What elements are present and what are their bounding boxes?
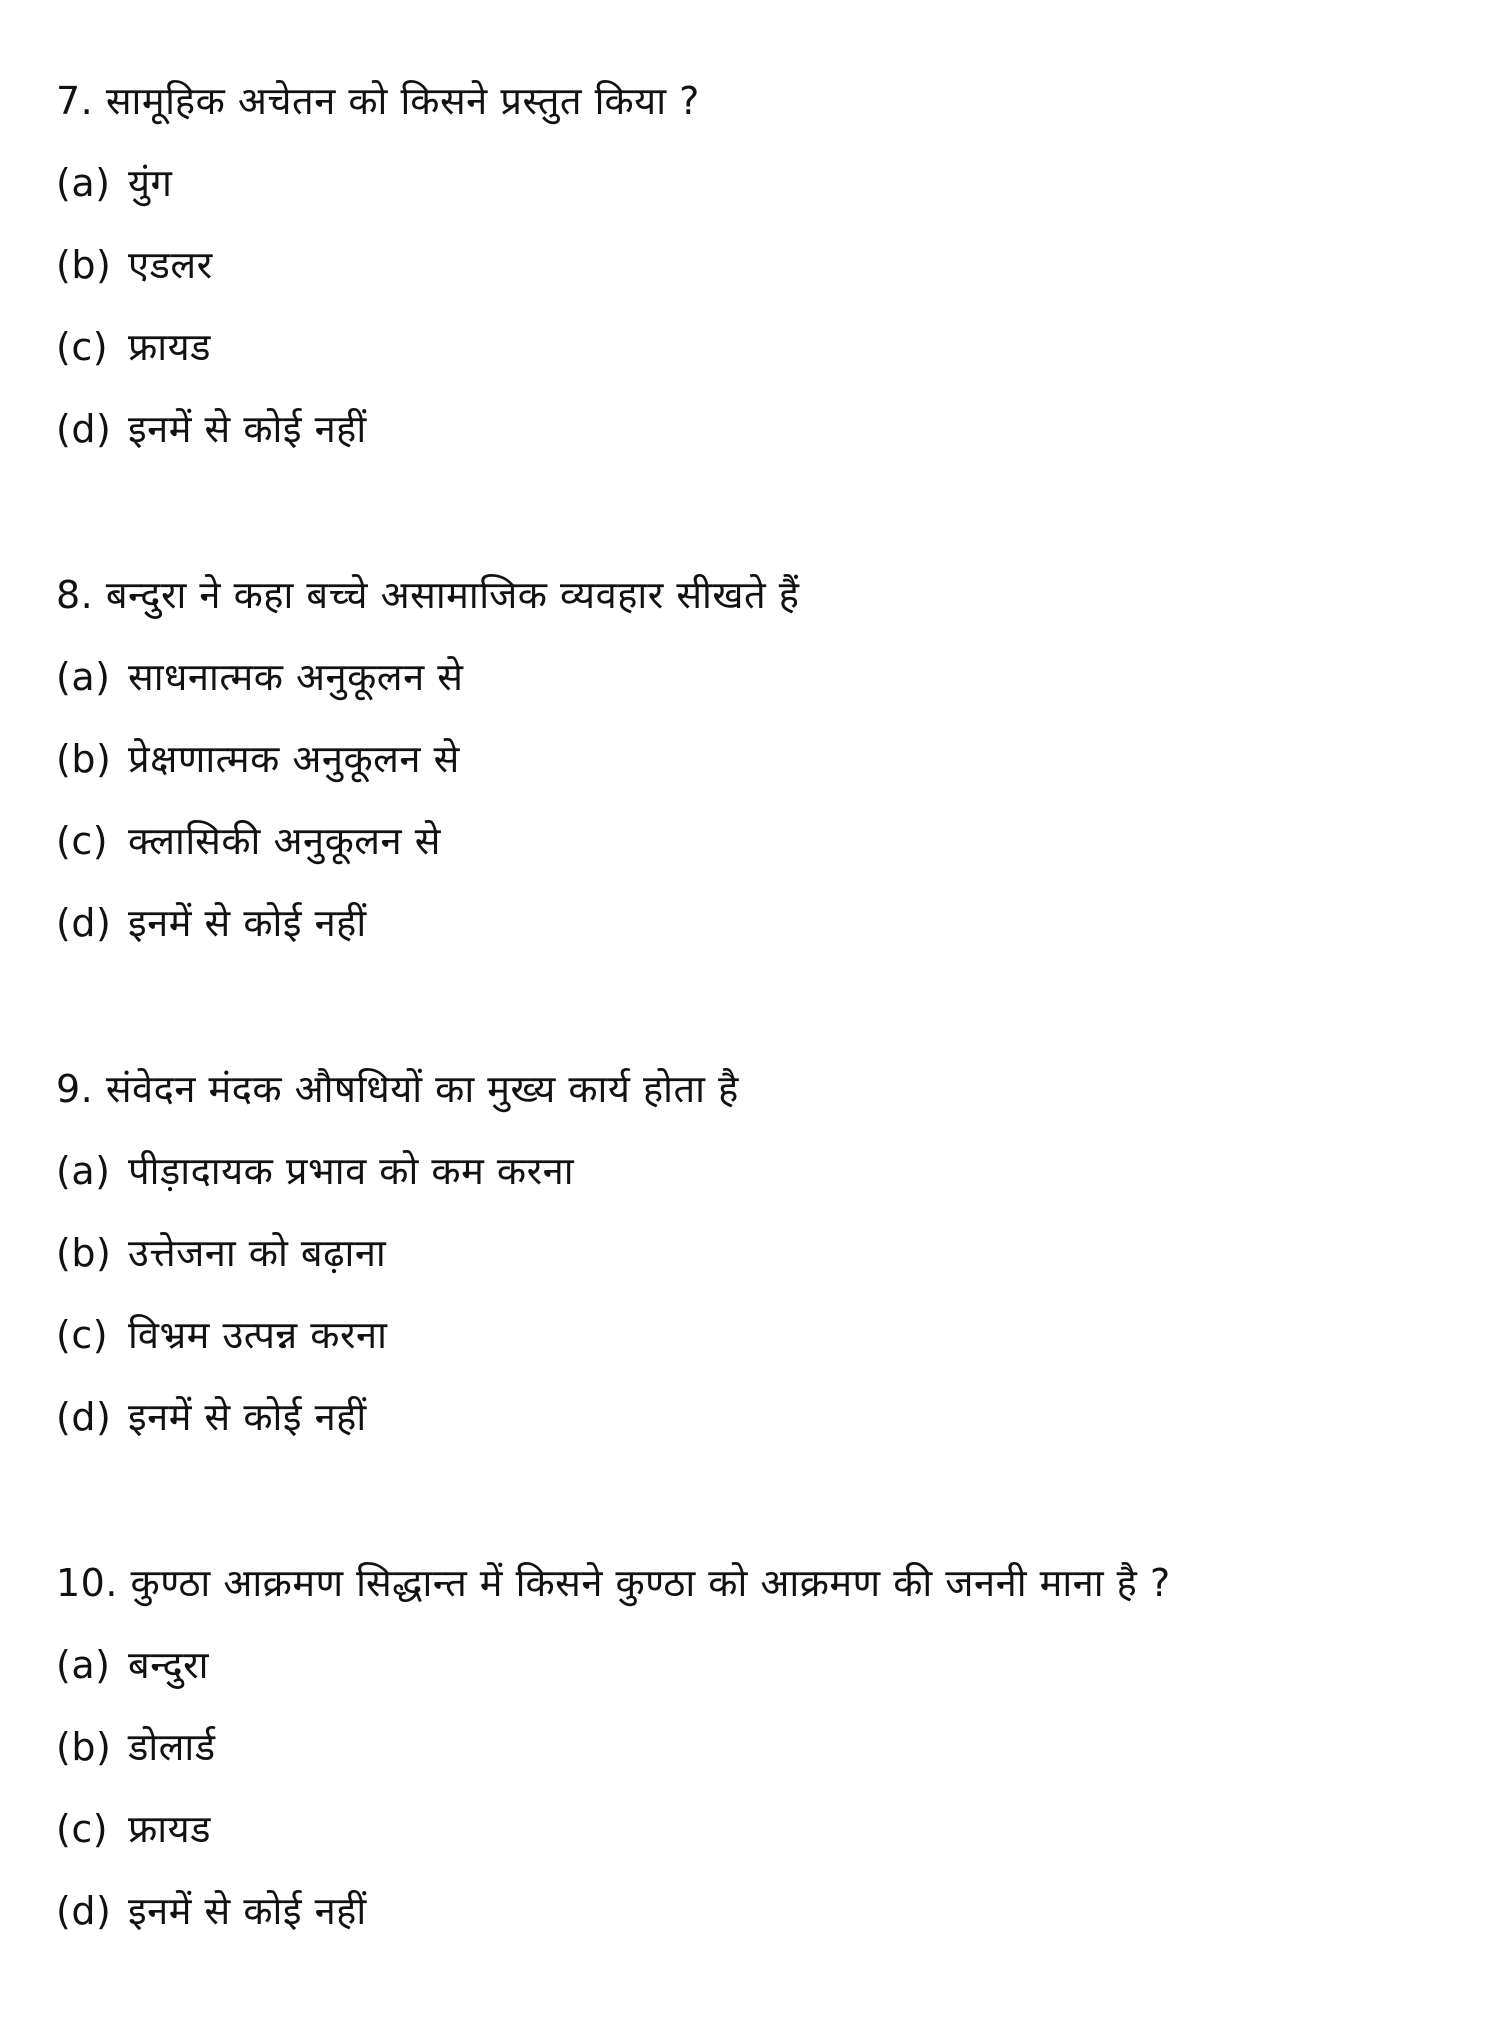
option-c <box>56 324 1456 406</box>
option-text: साधनात्मक अनुकूलन से <box>128 655 464 699</box>
question-8 <box>56 572 1456 982</box>
option-text: इनमें से कोई नहीं <box>128 407 367 451</box>
option-text: उत्तेजना को बढ़ाना <box>128 1231 387 1275</box>
option-text: फ्रायड <box>128 1807 212 1851</box>
question-text: 10. कुण्ठा आक्रमण सिद्धान्त में किसने कुण्ठा को आक्रमण की जननी माना है ? <box>56 1561 1171 1605</box>
option-text: इनमें से कोई नहीं <box>128 1889 367 1933</box>
option-letter: (c) <box>56 819 109 863</box>
option-d <box>56 406 1456 488</box>
question-text: 9. संवेदन मंदक औषधियों का मुख्य कार्य होता है <box>56 1067 739 1111</box>
option-letter: (a) <box>56 1643 111 1687</box>
option-d <box>56 900 1456 982</box>
option-text: फ्रायड <box>128 325 212 369</box>
option-a <box>56 654 1456 736</box>
option-letter: (c) <box>56 1807 109 1851</box>
option-text: क्लासिकी अनुकूलन से <box>128 819 441 863</box>
option-letter: (a) <box>56 1149 111 1193</box>
option-a <box>56 1148 1456 1230</box>
option-letter: (b) <box>56 1231 112 1275</box>
option-letter: (d) <box>56 901 112 945</box>
option-letter: (b) <box>56 737 112 781</box>
option-b <box>56 1724 1456 1806</box>
option-text: इनमें से कोई नहीं <box>128 1395 367 1439</box>
option-c <box>56 1312 1456 1394</box>
option-text: एडलर <box>128 243 213 287</box>
option-text: पीड़ादायक प्रभाव को कम करना <box>128 1149 575 1193</box>
question-9 <box>56 1066 1456 1476</box>
option-letter: (a) <box>56 161 111 205</box>
option-b <box>56 736 1456 818</box>
question-10 <box>56 1560 1456 1970</box>
option-text: बन्दुरा <box>128 1643 210 1687</box>
option-d <box>56 1888 1456 1970</box>
option-text: प्रेक्षणात्मक अनुकूलन से <box>128 737 460 781</box>
option-text: डोलार्ड <box>128 1725 216 1769</box>
option-letter: (b) <box>56 1725 112 1769</box>
option-letter: (c) <box>56 1313 109 1357</box>
option-c <box>56 1806 1456 1888</box>
option-c <box>56 818 1456 900</box>
option-d <box>56 1394 1456 1476</box>
option-text: युंग <box>128 161 173 205</box>
option-letter: (d) <box>56 1395 112 1439</box>
option-b <box>56 242 1456 324</box>
option-text: इनमें से कोई नहीं <box>128 901 367 945</box>
option-letter: (b) <box>56 243 112 287</box>
option-letter: (d) <box>56 1889 112 1933</box>
option-letter: (d) <box>56 407 112 451</box>
option-letter: (a) <box>56 655 111 699</box>
question-7 <box>56 78 1456 488</box>
option-a <box>56 160 1456 242</box>
question-text: 7. सामूहिक अचेतन को किसने प्रस्तुत किया ? <box>56 79 700 123</box>
question-text: 8. बन्दुरा ने कहा बच्चे असामाजिक व्यवहार सीखते हैं <box>56 573 800 617</box>
option-letter: (c) <box>56 325 109 369</box>
option-b <box>56 1230 1456 1312</box>
option-text: विभ्रम उत्पन्न करना <box>128 1313 388 1357</box>
option-a <box>56 1642 1456 1724</box>
